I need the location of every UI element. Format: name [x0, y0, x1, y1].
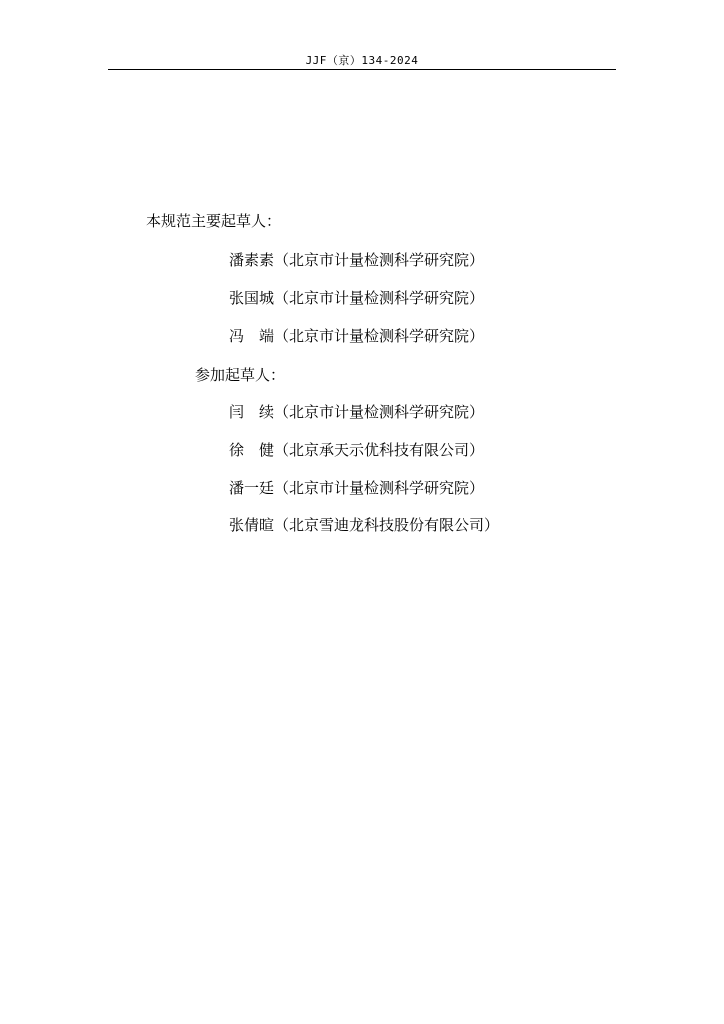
drafter-name: 张倩暄: [229, 516, 275, 534]
drafter-organization: （北京市计量检测科学研究院）: [274, 251, 485, 269]
drafter-organization: （北京市计量检测科学研究院）: [274, 289, 485, 307]
drafter-organization: （北京市计量检测科学研究院）: [274, 479, 485, 497]
main-drafters-title: 本规范主要起草人：: [146, 212, 282, 230]
participating-drafter-row: [229, 514, 499, 535]
drafter-name: 张国城: [229, 289, 275, 307]
page-header: JJF（京）134-2024: [305, 54, 419, 67]
participating-drafter-row: [229, 401, 484, 422]
main-drafter-row: [229, 287, 484, 308]
drafter-name: 冯 端: [229, 327, 275, 345]
header-divider: [108, 69, 616, 70]
participating-drafter-row: [229, 439, 484, 460]
drafter-name: 潘一廷: [229, 479, 275, 497]
drafter-organization: （北京承天示优科技有限公司）: [274, 441, 485, 459]
main-drafter-row: [229, 249, 484, 270]
participating-drafter-row: [229, 477, 484, 498]
main-drafter-row: [229, 325, 484, 346]
drafter-name: 潘素素: [229, 251, 275, 269]
drafter-organization: （北京市计量检测科学研究院）: [274, 403, 485, 421]
participating-drafters-title: 参加起草人：: [195, 366, 286, 384]
drafter-organization: （北京市计量检测科学研究院）: [274, 327, 485, 345]
drafter-organization: （北京雪迪龙科技股份有限公司）: [274, 516, 500, 534]
drafter-name: 闫 续: [229, 403, 275, 421]
drafter-name: 徐 健: [229, 441, 275, 459]
